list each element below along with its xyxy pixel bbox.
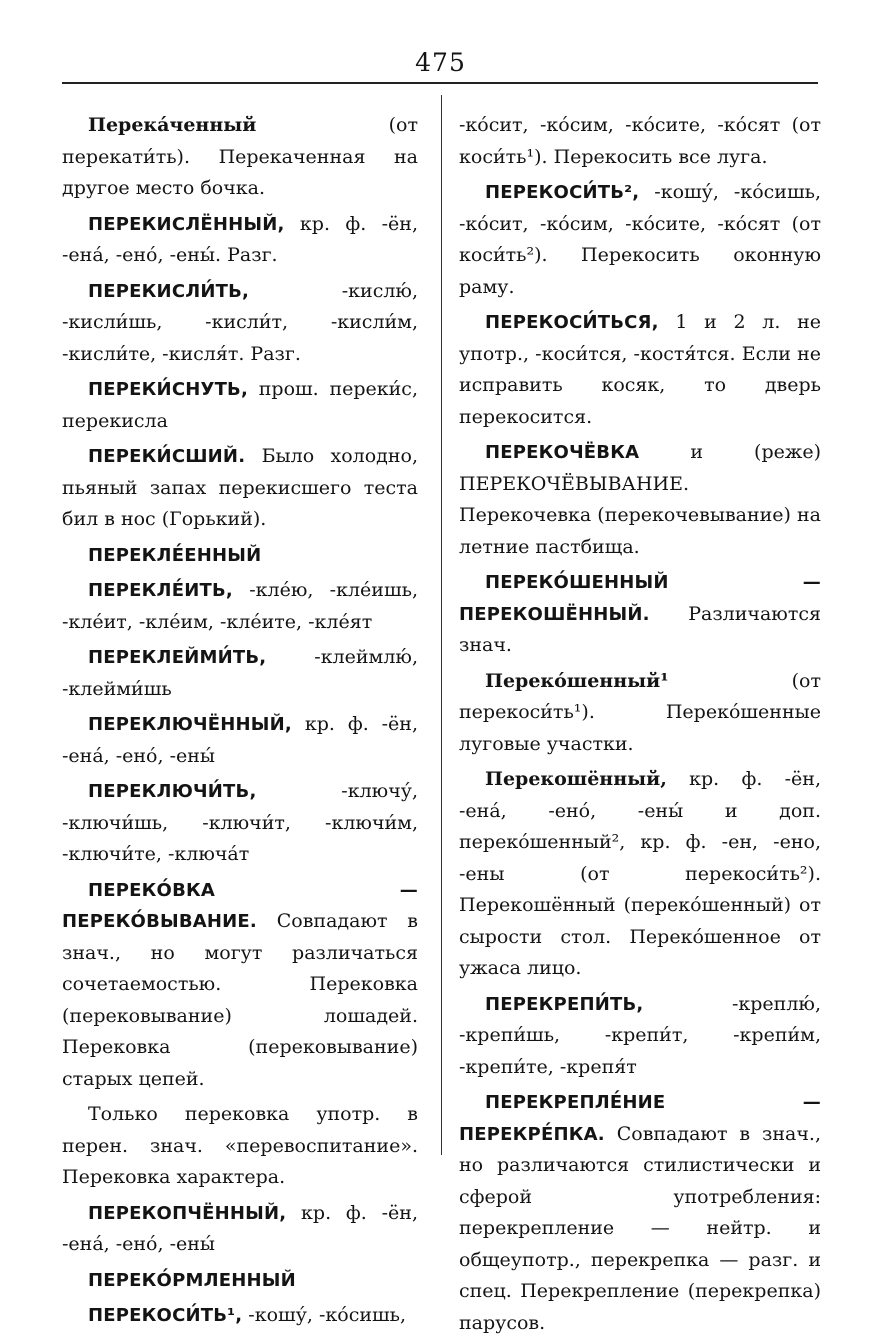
dictionary-entry <box>62 276 418 371</box>
dictionary-entry <box>459 1087 821 1339</box>
dictionary-entry <box>62 1198 418 1261</box>
entry-text: Только перековка употр. в перен. знач. «перевоспитание». Перековка характера. <box>62 1103 418 1188</box>
dictionary-entry <box>62 1265 418 1297</box>
dictionary-entry <box>62 875 418 1096</box>
dictionary-entry <box>62 642 418 705</box>
headword: Перекошённый, <box>485 768 667 790</box>
dictionary-entry <box>62 540 418 572</box>
entry-text: Было холодно, пьяный запах перекисшего теста бил в нос (Горький). <box>62 445 418 530</box>
entry-text: -креплю́, -крепи́шь, -крепи́т, -крепи́м, -крепи́те, -крепя́т <box>459 992 821 1078</box>
page-number: 475 <box>415 48 466 77</box>
entry-text: (от перекоси́ть¹). Переко́шенные луговые участки. <box>459 669 821 755</box>
right-column <box>459 110 821 1343</box>
headword: ПЕРЕКИ́СШИЙ. <box>88 446 246 467</box>
entry-text: -клеймлю́, -клейми́шь <box>62 646 418 700</box>
dictionary-entry <box>62 110 418 205</box>
entry-text: -кошу́, -ко́сишь, <box>242 1304 407 1326</box>
headword: Переко́шенный¹ <box>485 669 669 692</box>
entry-text: прош. переки́с, перекисла <box>62 378 418 432</box>
entry-text: -кле́ю, -кле́ишь, -кле́ит, -кле́им, -кле́ите, -кле́ят <box>62 579 418 633</box>
entry-text: Совпадают в знач., но могут различаться сочетаемостью. Перековка (перековывание) лошадей. Перековка (перековывание) старых цепей. <box>62 910 418 1090</box>
dictionary-entry <box>62 776 418 871</box>
entry-text: кр. ф. -ён, -ена́, -ено́, -ены́ <box>62 1201 418 1255</box>
dictionary-entry <box>62 374 418 437</box>
entry-text: -кошу́, -ко́сишь, -ко́сит, -ко́сим, -ко́сите, -ко́сят (от коси́ть²). Перекосить оконную раму. <box>459 181 821 298</box>
dictionary-entry <box>459 110 821 173</box>
dictionary-entry <box>459 666 821 761</box>
dictionary-entry <box>459 567 821 662</box>
headword: ПЕРЕКО́ШЕННЫЙ — ПЕРЕКОШЁННЫЙ. <box>459 572 821 625</box>
entry-text: (от перекати́ть). Перекаченная на другое место бочка. <box>62 114 418 199</box>
entry-text: и (реже) ПЕРЕКОЧЁВЫВАНИЕ. Перекочевка (перекочевывание) на летние пастбища. <box>459 441 821 558</box>
entry-text: -кислю́, -кисли́шь, -кисли́т, -кисли́м, -кисли́те, -кисля́т. Разг. <box>62 279 418 365</box>
headword: ПЕРЕКЛЕЙМИ́ТЬ, <box>88 647 267 668</box>
headword: ПЕРЕКЛЕ́ИТЬ, <box>88 580 233 601</box>
entry-text: Совпадают в знач., но различаются стилистически и сферой употребления: перекрепление — нейтр. и общеупотр., перекрепка — разг. и спец. Перекрепление (перекрепка) парусов. <box>459 1122 821 1334</box>
headword: ПЕРЕКРЕПИ́ТЬ, <box>485 993 644 1015</box>
dictionary-entry <box>459 989 821 1084</box>
headword: Перека́ченный <box>88 114 257 136</box>
entry-text: -ко́сит, -ко́сим, -ко́сите, -ко́сят (от коси́ть¹). Перекосить все луга. <box>459 114 821 168</box>
entry-text: кр. ф. -ён, -ена́, -ено́, -ены́ и доп. переко́шенный², кр. ф. -ен, -ено, -ены (от перекоси́ть²). Перекошённый (переко́шенный) от сырости стол. Переко́шенное от ужаса лицо. <box>459 768 821 979</box>
entry-text: -ключу́, -ключи́шь, -ключи́т, -ключи́м, -ключи́те, -ключа́т <box>62 780 418 865</box>
dictionary-entry <box>62 575 418 638</box>
headword: ПЕРЕКОЧЁВКА <box>485 442 640 463</box>
headword: ПЕРЕКИСЛЁННЫЙ, <box>88 213 285 235</box>
headword: ПЕРЕКРЕПЛЕ́НИЕ — ПЕРЕКРЕ́ПКА. <box>459 1092 821 1145</box>
dictionary-entry <box>62 1300 418 1332</box>
dictionary-entry <box>62 441 418 536</box>
dictionary-entry <box>459 307 821 433</box>
headword: ПЕРЕКО́ВКА — ПЕРЕКО́ВЫВАНИЕ. <box>62 879 418 932</box>
headword: ПЕРЕКОСИ́ТЬСЯ, <box>485 312 659 333</box>
dictionary-entry <box>459 437 821 563</box>
headword: ПЕРЕКО́РМЛЕННЫЙ <box>88 1269 296 1291</box>
headword: ПЕРЕКОПЧЁННЫЙ, <box>88 1202 287 1224</box>
entry-text: кр. ф. -ён, -ена́, -ено́, -ены́. Разг. <box>62 212 418 266</box>
entry-text: Различаются знач. <box>459 602 821 656</box>
dictionary-entry <box>459 764 821 985</box>
headword: ПЕРЕКОСИ́ТЬ², <box>485 182 640 203</box>
dictionary-entry <box>459 177 821 303</box>
headword: ПЕРЕКЛЮЧЁННЫЙ, <box>88 714 292 735</box>
header-rule <box>62 82 818 84</box>
dictionary-entry <box>62 709 418 772</box>
entry-text: 1 и 2 л. не употр., -коси́тся, -костя́тся. Если не исправить косяк, то дверь перекосится. <box>459 311 821 428</box>
headword: ПЕРЕКЛЮЧИ́ТЬ, <box>88 781 257 802</box>
dictionary-entry <box>62 209 418 272</box>
dictionary-entry <box>62 1099 418 1194</box>
left-column <box>62 110 418 1336</box>
entry-text: кр. ф. -ён, -ена́, -ено́, -ены́ <box>62 713 418 767</box>
headword: ПЕРЕКОСИ́ТЬ¹, <box>88 1305 243 1326</box>
headword: ПЕРЕКИСЛИ́ТЬ, <box>88 280 250 302</box>
headword: ПЕРЕКИ́СНУТЬ, <box>88 379 249 400</box>
headword: ПЕРЕКЛЕ́ЕННЫЙ <box>88 544 262 566</box>
column-divider <box>441 95 442 1155</box>
